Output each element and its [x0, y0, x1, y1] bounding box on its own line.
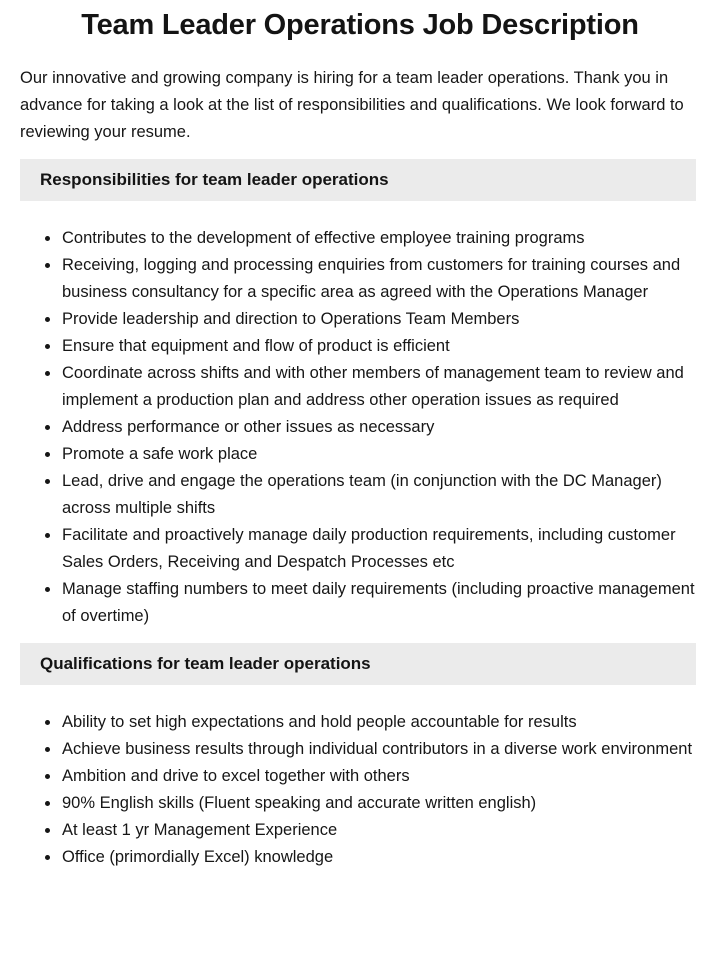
list-item: Facilitate and proactively manage daily production requirements, including customer Sales Orders, Receiving and Despatch Processes etc [62, 522, 696, 576]
list-item: 90% English skills (Fluent speaking and accurate written english) [62, 790, 696, 817]
responsibilities-list [20, 225, 696, 630]
list-item: Provide leadership and direction to Operations Team Members [62, 306, 696, 333]
list-item: Promote a safe work place [62, 441, 696, 468]
page-title: Team Leader Operations Job Description [81, 9, 639, 41]
qualifications-section-heading: Qualifications for team leader operations [20, 643, 696, 685]
list-item: Ambition and drive to excel together with others [62, 763, 696, 790]
intro-paragraph: Our innovative and growing company is hiring for a team leader operations. Thank you in advance for taking a look at the list of responsibilities and qualifications. We look forward to reviewing your resume. [20, 69, 684, 141]
list-item: Contributes to the development of effective employee training programs [62, 225, 696, 252]
responsibilities-section-heading: Responsibilities for team leader operations [20, 159, 696, 201]
list-item: Manage staffing numbers to meet daily requirements (including proactive management of overtime) [62, 576, 696, 630]
list-item: Receiving, logging and processing enquiries from customers for training courses and business consultancy for a specific area as agreed with the Operations Manager [62, 252, 696, 306]
section-responsibilities [0, 159, 720, 630]
list-item: Lead, drive and engage the operations team (in conjunction with the DC Manager) across multiple shifts [62, 468, 696, 522]
qualifications-list [20, 709, 696, 871]
list-item: Ensure that equipment and flow of product is efficient [62, 333, 696, 360]
list-item: Address performance or other issues as necessary [62, 414, 696, 441]
list-item: Office (primordially Excel) knowledge [62, 844, 696, 871]
list-item: At least 1 yr Management Experience [62, 817, 696, 844]
list-item: Achieve business results through individual contributors in a diverse work environment [62, 736, 696, 763]
list-item: Ability to set high expectations and hold people accountable for results [62, 709, 696, 736]
list-item: Coordinate across shifts and with other members of management team to review and implement a production plan and address other operation issues as required [62, 360, 696, 414]
section-qualifications [0, 643, 720, 871]
